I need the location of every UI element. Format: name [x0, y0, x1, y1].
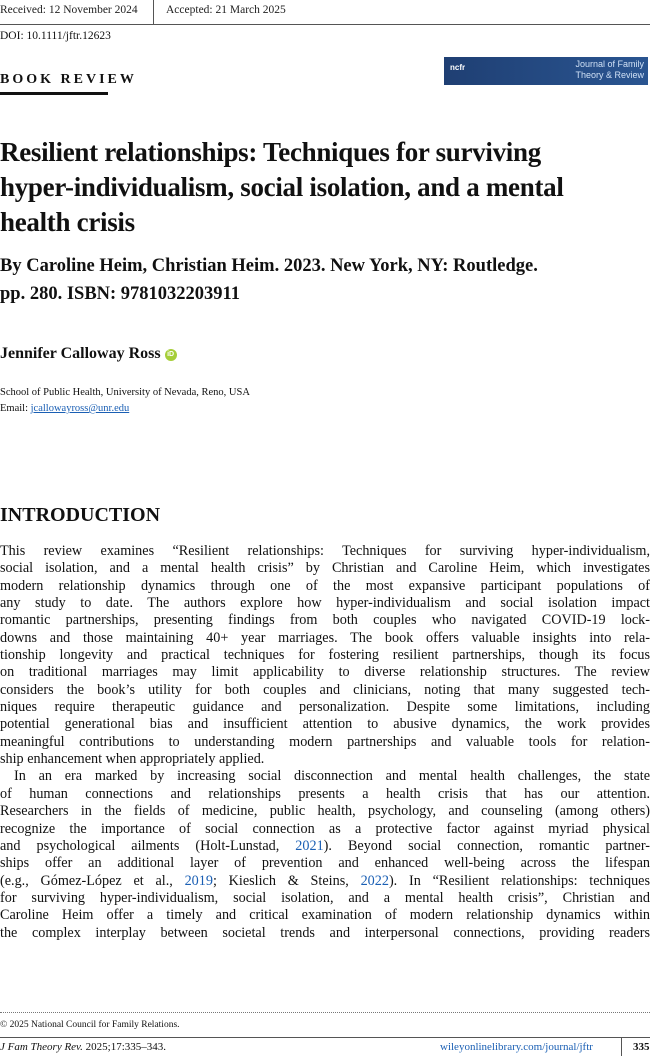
email-label: Email:	[0, 403, 31, 414]
email-line	[0, 403, 129, 414]
text-line: the complex interplay between societal trends and interpersonal connections, providing readers	[0, 924, 650, 941]
header-rule	[0, 24, 650, 25]
text-line: for surviving hyper-individualism, social isolation, and a mental health crisis”, Christian and	[0, 889, 650, 906]
text-line: This review examines “Resilient relationships: Techniques for surviving hyper-individualism,	[0, 543, 650, 559]
text-line: of human connections and relationships presents a health crisis that has our attention.	[0, 785, 650, 802]
byline-line: pp. 280. ISBN: 9781032203911	[0, 284, 241, 304]
text-line: on traditional marriages may limit applicability to diverse relationship structures. The review	[0, 664, 650, 681]
text-line: recognize the importance of social connection as a protective factor against myriad physical	[0, 820, 650, 837]
footer-rule-solid	[0, 1037, 650, 1038]
text-segment: and psychological ailments (Holt-Lunstad,	[0, 837, 296, 854]
citation-link[interactable]: 2021	[295, 837, 324, 854]
citation-details: 2025;17:335–343.	[82, 1041, 167, 1053]
text-line: social isolation, and a mental health crisis” by Christian and Caroline Heim, which investigates	[0, 560, 650, 577]
text-line	[0, 873, 650, 890]
text-line: Researchers in the fields of medicine, public health, psychology, and counseling (among others)	[0, 803, 650, 820]
text-segment: (e.g., Gómez-López et al.,	[0, 872, 185, 889]
text-line: ships offer an additional layer of prevention and enhanced well-being across the lifespan	[0, 855, 650, 872]
text-line: meaningful contributions to understanding modern partnerships and valuable tools for relation-	[0, 733, 650, 750]
article-body	[0, 543, 650, 942]
title-line: health crisis	[0, 207, 135, 237]
text-line: modern relationship dynamics through one of the most expansive participant populations of	[0, 577, 650, 594]
text-segment: ; Kieslich & Steins,	[212, 872, 361, 889]
text-line: Caroline Heim offer a timely and critical examination of modern relationship dynamics within	[0, 907, 650, 924]
text-line: downs and those maintaining 40+ year marriages. The book offers valuable insights into rela-	[0, 629, 650, 646]
section-heading: INTRODUCTION	[0, 504, 161, 526]
header-divider	[153, 0, 154, 24]
received-date: Received: 12 November 2024	[0, 4, 138, 16]
text-line	[0, 838, 650, 855]
accepted-date: Accepted: 21 March 2025	[166, 4, 286, 16]
paragraph	[0, 768, 650, 941]
text-line: tionship longevity and practical techniques for fostering resilient partnerships, though its focus	[0, 647, 650, 664]
title-line: hyper-individualism, social isolation, and a mental	[0, 172, 564, 202]
text-line: niques require therapeutic guidance and personalization. Despite some limitations, including	[0, 699, 650, 716]
paragraph	[0, 543, 650, 768]
citation	[0, 1041, 166, 1053]
article-title	[0, 135, 640, 240]
ncfr-logo-mark: ncfr	[450, 63, 466, 72]
text-segment: ). Beyond social connection, romantic partner-	[323, 837, 650, 854]
journal-name-line: Journal of Family	[575, 59, 644, 69]
page-number: 335	[633, 1041, 650, 1053]
author-name: Jennifer Calloway Ross	[0, 345, 161, 362]
text-line: any study to date. The authors explore how hyper-individualism and social isolation impact	[0, 595, 650, 612]
text-line: ship enhancement when appropriately applied.	[0, 751, 265, 768]
affiliation: School of Public Health, University of Nevada, Reno, USA	[0, 387, 250, 398]
journal-logo	[444, 57, 648, 85]
text-line: In an era marked by increasing social disconnection and mental health challenges, the state	[14, 768, 650, 785]
orcid-icon[interactable]: iD	[165, 349, 177, 361]
text-line: potential generational bias and insufficient attention to abusive dynamics, the work provides	[0, 716, 650, 733]
footer-rule	[0, 1012, 650, 1013]
citation-journal: J Fam Theory Rev.	[0, 1041, 83, 1053]
section-label-underline	[0, 92, 108, 95]
book-byline	[0, 252, 640, 308]
citation-link[interactable]: 2019	[184, 872, 213, 889]
citation-link[interactable]: 2022	[360, 872, 389, 889]
title-line: Resilient relationships: Techniques for surviving	[0, 137, 541, 167]
copyright: © 2025 National Council for Family Relations.	[0, 1020, 180, 1030]
journal-name	[575, 59, 644, 81]
journal-name-line: Theory & Review	[575, 70, 644, 80]
text-segment: ). In “Resilient relationships: techniques	[388, 872, 650, 889]
byline-line: By Caroline Heim, Christian Heim. 2023. New York, NY: Routledge.	[0, 256, 538, 276]
footer-divider	[621, 1038, 622, 1056]
email-link[interactable]: jcallowayross@unr.edu	[30, 403, 130, 414]
doi[interactable]: DOI: 10.1111/jftr.12623	[0, 30, 111, 42]
text-line: romantic partnerships, presenting findings from both couples who navigated COVID-19 lock-	[0, 612, 650, 629]
section-label: BOOK REVIEW	[0, 72, 137, 87]
text-line: considers the book’s utility for both couples and clinicians, noting that many suggested tech-	[0, 681, 650, 698]
author	[0, 345, 177, 363]
journal-url[interactable]: wileyonlinelibrary.com/journal/jftr	[440, 1041, 593, 1053]
